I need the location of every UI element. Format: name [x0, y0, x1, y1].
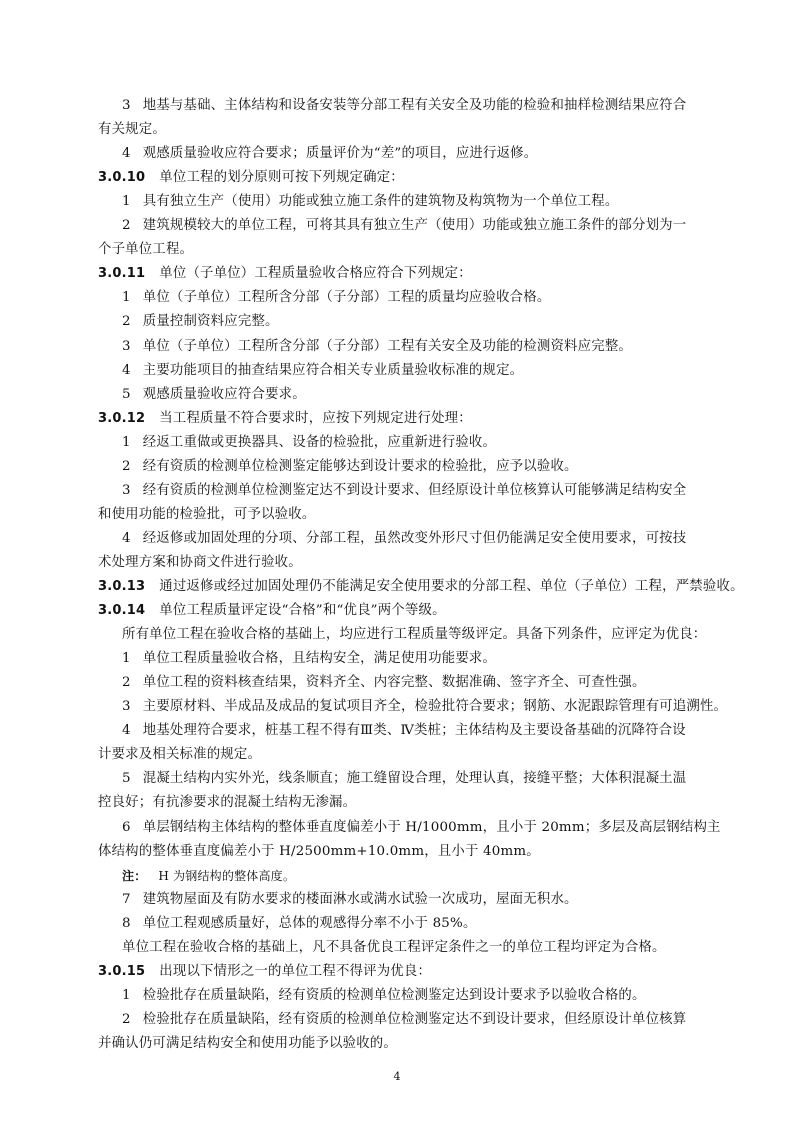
- line-text: 单位工程质量评定设“合格”和“优良”两个等级。: [159, 603, 446, 619]
- item-number: 5: [122, 386, 131, 402]
- item-number: 5: [122, 771, 131, 787]
- list-item: [0, 816, 794, 840]
- line-text: 术处理方案和协商文件进行验收。: [98, 554, 302, 570]
- list-item: [0, 142, 794, 166]
- section-number: 3.0.14: [98, 603, 146, 619]
- note-line: [0, 864, 794, 888]
- item-number: 1: [122, 194, 131, 210]
- line-text: 地基与基础、主体结构和设备安装等分部工程有关安全及功能的检验和抽样检测结果应符合: [142, 98, 687, 113]
- list-item: [0, 671, 794, 695]
- list-item: [0, 888, 794, 912]
- item-number: 4: [122, 530, 131, 546]
- list-item: [0, 335, 794, 359]
- line-text: 混凝土结构内实外光，线条顺直；施工缝留设合理，处理认真，接缝平整；大体积混凝土温: [142, 771, 687, 787]
- line-text: 单位（子单位）工程质量验收合格应符合下列规定：: [159, 266, 472, 282]
- list-item: [0, 767, 794, 791]
- section-clause: [0, 407, 794, 431]
- line-text: 经返工重做或更换器具、设备的检验批，应重新进行验收。: [142, 434, 497, 450]
- list-item: [0, 1008, 794, 1032]
- item-number: 3: [122, 482, 131, 498]
- line-text: 观感质量验收应符合要求。: [142, 386, 306, 402]
- line-text: 具有独立生产（使用）功能或独立施工条件的建筑物及构筑物为一个单位工程。: [142, 194, 619, 210]
- line-text: 单位工程的资料核查结果，资料齐全、内容完整、数据准确、签字齐全、可查性强。: [142, 675, 646, 691]
- item-number: 1: [122, 987, 131, 1003]
- section-number: 3.0.13: [98, 579, 146, 594]
- line-text: H 为钢结构的整体高度。: [158, 868, 296, 883]
- list-item: [0, 214, 794, 238]
- line-text: 控良好；有抗渗要求的混凝土结构无渗漏。: [98, 795, 357, 811]
- continuation-line: [0, 118, 794, 142]
- item-number: 2: [122, 458, 131, 474]
- line-text: 检验批存在质量缺陷，经有资质的检测单位检测鉴定达不到设计要求，但经原设计单位核算: [142, 1011, 687, 1027]
- line-text: 出现以下情形之一的单位工程不得评为优良：: [159, 963, 432, 979]
- line-text: 建筑物屋面及有防水要求的楼面淋水或满水试验一次成功，屋面无积水。: [142, 891, 578, 907]
- section-number: 3.0.12: [98, 410, 146, 426]
- item-number: 1: [122, 290, 131, 306]
- list-item: [0, 359, 794, 383]
- list-item: [0, 310, 794, 334]
- list-item: [0, 912, 794, 936]
- line-text: 单位工程的划分原则可按下列规定确定：: [159, 170, 404, 186]
- section-clause: [0, 166, 794, 190]
- list-item: [0, 190, 794, 214]
- line-text: 观感质量验收应符合要求；质量评价为“差”的项目，应进行返修。: [142, 146, 538, 162]
- line-text: 单层钢结构主体结构的整体垂直度偏差小于 H/1000mm，且小于 20mm；多层及高层钢结构主: [142, 819, 721, 835]
- section-number: 3.0.10: [98, 170, 146, 186]
- page-number: 4: [393, 1070, 401, 1083]
- continuation-line: [0, 1032, 794, 1056]
- line-text: 并确认仍可满足结构安全和使用功能予以验收的。: [98, 1035, 397, 1051]
- list-item: [0, 479, 794, 503]
- section-number: 3.0.15: [98, 963, 146, 979]
- section-clause: [0, 960, 794, 984]
- item-number: 2: [122, 675, 131, 691]
- item-number: 2: [122, 314, 131, 330]
- list-item: [0, 647, 794, 671]
- paragraph-line: [0, 623, 794, 647]
- continuation-line: [0, 503, 794, 527]
- list-item: [0, 527, 794, 551]
- item-number: 3: [122, 338, 131, 354]
- item-number: 4: [122, 146, 131, 162]
- line-text: 经有资质的检测单位检测鉴定能够达到设计要求的检验批，应予以验收。: [142, 458, 578, 474]
- item-number: 3: [122, 699, 131, 715]
- line-text: 单位工程观感质量好，总体的观感得分率不小于 85%。: [142, 915, 477, 931]
- item-number: 2: [122, 1011, 131, 1027]
- item-number: 4: [122, 362, 131, 378]
- paragraph-line: [0, 936, 794, 960]
- line-text: 经有资质的检测单位检测鉴定达不到设计要求、但经原设计单位核算认可能够满足结构安全: [142, 482, 687, 498]
- line-text: 个子单位工程。: [98, 242, 194, 258]
- item-number: 4: [122, 723, 131, 739]
- line-text: 主要功能项目的抽查结果应符合相关专业质量验收标准的规定。: [142, 362, 524, 378]
- list-item: [0, 455, 794, 479]
- section-number: 3.0.11: [98, 266, 146, 282]
- line-text: 有关规定。: [98, 122, 166, 138]
- item-number: 6: [122, 819, 131, 835]
- list-item: [0, 719, 794, 743]
- note-label: 注：: [122, 868, 147, 883]
- line-text: 单位（子单位）工程所含分部（子分部）工程的质量均应验收合格。: [142, 290, 551, 306]
- continuation-line: [0, 791, 794, 815]
- item-number: 1: [122, 434, 131, 450]
- line-text: 建筑规模较大的单位工程，可将其具有独立生产（使用）功能或独立施工条件的部分划为一: [142, 218, 687, 234]
- line-text: 计要求及相关标准的规定。: [98, 747, 262, 763]
- list-item: [0, 383, 794, 407]
- continuation-line: [0, 840, 794, 864]
- line-text: 单位工程在验收合格的基础上，凡不具备优良工程评定条件之一的单位工程均评定为合格。: [122, 939, 666, 955]
- line-text: 经返修或加固处理的分项、分部工程，虽然改变外形尺寸但仍能满足安全使用要求，可按技: [142, 530, 687, 546]
- line-text: 体结构的整体垂直度偏差小于 H/2500mm+10.0mm，且小于 40mm。: [98, 843, 540, 859]
- section-clause: [0, 599, 794, 623]
- section-clause: [0, 575, 794, 599]
- line-text: 地基处理符合要求，桩基工程不得有Ⅲ类、Ⅳ类桩；主体结构及主要设备基础的沉降符合设: [142, 723, 686, 739]
- line-text: 主要原材料、半成品及成品的复试项目齐全，检验批符合要求；钢筋、水泥跟踪管理有可追溯性。: [142, 699, 728, 715]
- item-number: 1: [122, 651, 131, 667]
- item-number: 3: [122, 98, 131, 113]
- continuation-line: [0, 238, 794, 262]
- continuation-line: [0, 743, 794, 767]
- line-text: 单位（子单位）工程所含分部（子分部）工程有关安全及功能的检测资料应完整。: [142, 338, 632, 354]
- list-item: [0, 695, 794, 719]
- line-text: 所有单位工程在验收合格的基础上，均应进行工程质量等级评定。具备下列条件，应评定为优良：: [122, 627, 707, 643]
- line-text: 检验批存在质量缺陷，经有资质的检测单位检测鉴定达到设计要求予以验收合格的。: [142, 987, 646, 1003]
- item-number: 7: [122, 891, 131, 907]
- section-clause: [0, 262, 794, 286]
- list-item: [0, 984, 794, 1008]
- line-text: 通过返修或经过加固处理仍不能满足安全使用要求的分部工程、单位（子单位）工程，严禁验收。: [159, 579, 744, 594]
- list-item: [0, 94, 794, 118]
- line-text: 当工程质量不符合要求时，应按下列规定进行处理：: [159, 410, 472, 426]
- list-item: [0, 286, 794, 310]
- line-text: 质量控制资料应完整。: [142, 314, 279, 330]
- item-number: 8: [122, 915, 131, 931]
- continuation-line: [0, 551, 794, 575]
- line-text: 和使用功能的检验批，可予以验收。: [98, 506, 316, 522]
- list-item: [0, 431, 794, 455]
- line-text: 单位工程质量验收合格，且结构安全，满足使用功能要求。: [142, 651, 497, 667]
- item-number: 2: [122, 218, 131, 234]
